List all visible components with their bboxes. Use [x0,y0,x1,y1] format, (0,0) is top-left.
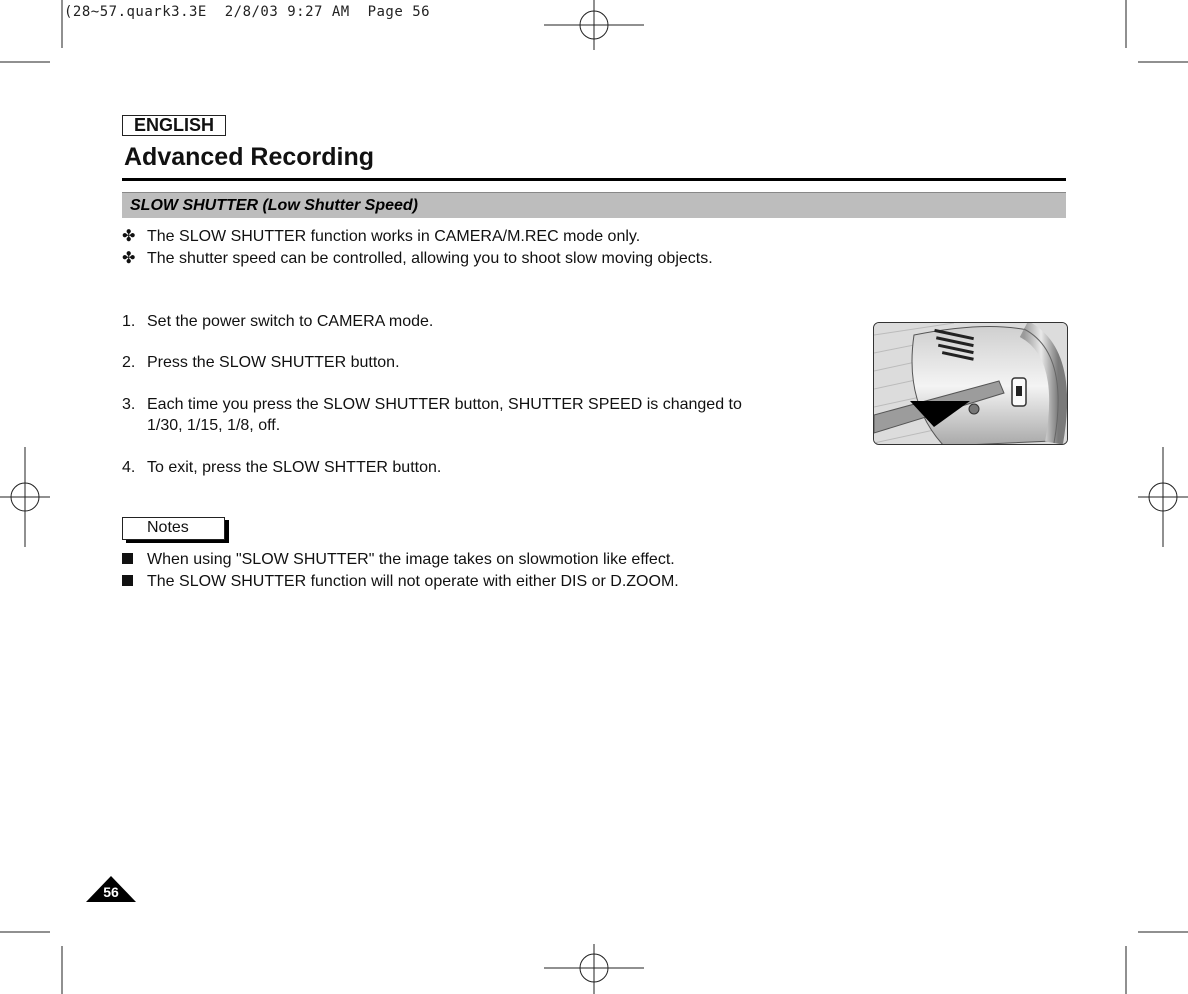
camcorder-closeup-icon [874,323,1068,445]
square-bullet-icon [122,553,133,564]
note-text: When using "SLOW SHUTTER" the image takes on slowmotion like effect. [147,551,675,568]
step-number: 3. [122,396,136,413]
page-number-badge [86,876,136,902]
step-text: Set the power switch to CAMERA mode. [147,313,434,330]
step-number: 2. [122,354,136,371]
intro-bullet-text: The SLOW SHUTTER function works in CAMERA/M.REC mode only. [147,228,641,245]
step-text: Each time you press the SLOW SHUTTER button, SHUTTER SPEED is changed to [147,396,742,413]
print-header: (28~57.quark3.3E 2/8/03 9:27 AM Page 56 [64,4,431,20]
step-continuation: 1/30, 1/15, 1/8, off. [147,417,281,434]
step-item [122,458,441,478]
intro-bullet [122,249,713,269]
step-number: 4. [122,459,136,476]
note-item [122,572,679,592]
section-title: SLOW SHUTTER (Low Shutter Speed) [130,197,418,214]
camera-illustration [873,322,1068,445]
page-number: 56 [103,884,119,900]
step-item [122,353,400,373]
step-item [122,395,742,415]
square-bullet-icon [122,575,133,586]
step-number: 1. [122,313,136,330]
note-item [122,550,675,570]
step-text: Press the SLOW SHUTTER button. [147,354,400,371]
notes-tab: Notes [122,517,225,540]
step-text: To exit, press the SLOW SHTTER button. [147,459,442,476]
cross-bullet-icon: ✤ [122,228,136,245]
intro-bullet [122,227,640,247]
section-header-bar [122,192,1066,218]
step-item [122,312,433,332]
cross-bullet-icon: ✤ [122,250,136,267]
intro-bullet-text: The shutter speed can be controlled, allowing you to shoot slow moving objects. [147,250,713,267]
title-divider [122,178,1066,181]
language-tag: ENGLISH [122,115,226,136]
page-title: Advanced Recording [124,143,375,171]
note-text: The SLOW SHUTTER function will not operate with either DIS or D.ZOOM. [147,573,679,590]
